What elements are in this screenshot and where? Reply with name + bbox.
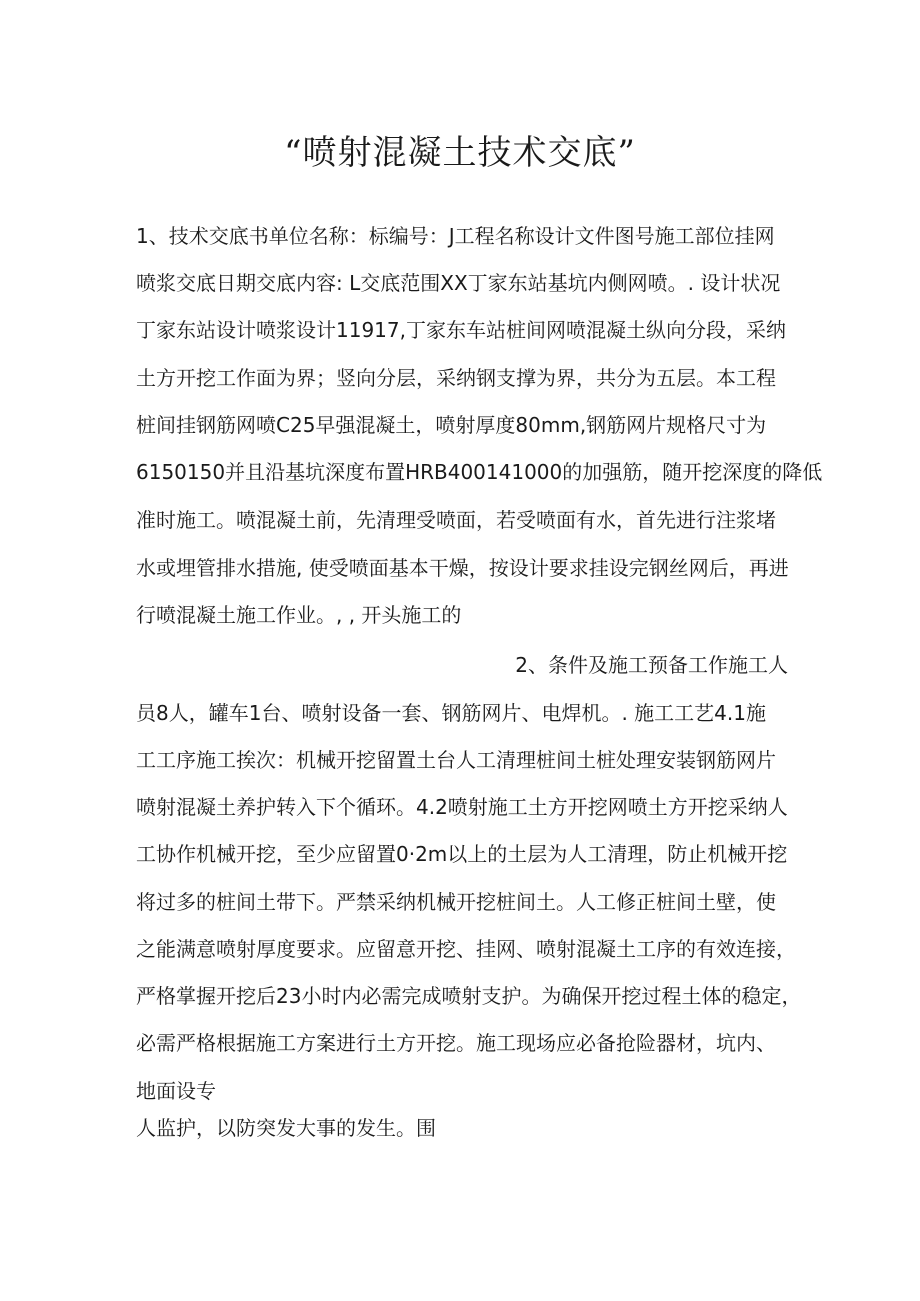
paragraph-line: 员8人，罐车1台、喷射设备一套、钢筋网片、电焊机。. 施工工艺4.1施	[136, 701, 766, 725]
paragraph-line: 1、技术交底书单位名称：标编号：J工程名称设计文件图号施工部位挂网	[136, 224, 775, 248]
paragraph-line: 6150150并且沿基坑深度布置HRB400141000的加强筋，随开挖深度的降低	[136, 460, 823, 484]
paragraph-line: 工协作机械开挖，至少应留置0·2m以上的土层为人工清理，防止机械开挖	[136, 842, 788, 866]
document-title: “喷射混凝土技术交底”	[284, 133, 636, 173]
paragraph-line: 严格掌握开挖后23小时内必需完成喷射支护。为确保开挖过程土体的稳定，	[136, 984, 802, 1008]
paragraph-line: 人监护，以防突发大事的发生。围	[136, 1116, 436, 1140]
paragraph-line: 行喷混凝土施工作业。, , 开头施工的	[136, 603, 462, 627]
paragraph-line: 土方开挖工作面为界；竖向分层，采纳钢支撑为界，共分为五层。本工程	[136, 366, 776, 390]
paragraph-line: 必需严格根据施工方案进行土方开挖。施工现场应必备抢险器材，坑内、	[136, 1031, 776, 1055]
paragraph-line: 水或埋管排水措施, 使受喷面基本干燥，按设计要求挂设完钢丝网后，再进	[136, 556, 789, 580]
section-heading-line: 2、条件及施工预备工作施工人	[515, 653, 788, 677]
paragraph-line: 喷射混凝土养护转入下个循环。4.2喷射施工土方开挖网喷土方开挖采纳人	[136, 795, 788, 819]
paragraph-line: 地面设专	[136, 1079, 216, 1103]
paragraph-line: 丁家东站设计喷浆设计11917,丁家东车站桩间网喷混凝土纵向分段，采纳	[136, 318, 786, 342]
paragraph-line: 将过多的桩间土带下。严禁采纳机械开挖桩间土。人工修正桩间土壁，使	[136, 890, 776, 914]
paragraph-line: 喷浆交底日期交底内容: L交底范围XX丁家东站基坑内侧网喷。. 设计状况	[136, 271, 781, 295]
paragraph-line: 工工序施工挨次：机械开挖留置土台人工清理桩间土桩处理安装钢筋网片	[136, 748, 776, 772]
paragraph-line: 准时施工。喷混凝土前，先清理受喷面，若受喷面有水，首先进行注浆堵	[136, 508, 776, 532]
paragraph-line: 桩间挂钢筋网喷C25早强混凝土，喷射厚度80mm,钢筋网片规格尺寸为	[136, 413, 767, 437]
paragraph-line: 之能满意喷射厚度要求。应留意开挖、挂网、喷射混凝土工序的有效连接，	[136, 937, 796, 961]
